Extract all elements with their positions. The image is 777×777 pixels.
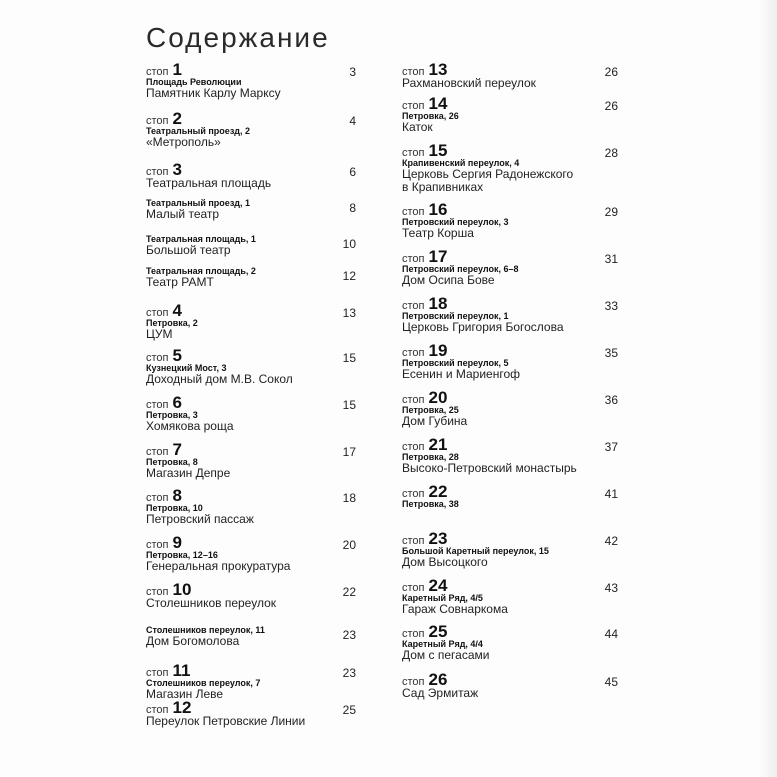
entry-address: Кузнецкий Мост, 3	[146, 363, 227, 373]
entry-address: Петровка, 25	[402, 405, 459, 415]
page-number: 45	[604, 675, 618, 689]
toc-entry	[146, 162, 356, 198]
toc-entry	[146, 266, 356, 303]
page-number: 15	[342, 398, 356, 412]
stop-heading	[402, 143, 618, 158]
entry-address: Крапивенский переулок, 4	[402, 158, 520, 168]
entry-title: Церковь Григория Богослова	[402, 320, 564, 334]
stop-label: стоп	[402, 300, 425, 312]
stop-number: 21	[428, 435, 448, 454]
stop-heading	[146, 582, 356, 597]
stop-number: 19	[428, 341, 448, 360]
stop-heading	[146, 62, 356, 77]
toc-entry	[146, 234, 356, 266]
stop-number: 14	[428, 94, 448, 113]
entry-title: Петровский пассаж	[146, 512, 254, 526]
stop-label: стоп	[146, 399, 169, 411]
stop-number: 17	[428, 247, 448, 266]
stop-label: стоп	[146, 307, 169, 319]
entry-title: Большой театр	[146, 243, 231, 257]
page-number: 13	[342, 306, 356, 320]
stop-heading	[402, 578, 618, 593]
stop-number: 6	[172, 393, 182, 412]
entry-title: Высоко-Петровский монастырь	[402, 461, 577, 475]
entry-title: Доходный дом М.В. Сокол	[146, 372, 293, 386]
entry-title: Каток	[402, 120, 433, 134]
page-number: 42	[604, 534, 618, 548]
stop-number: 26	[428, 670, 448, 689]
page-number: 26	[604, 99, 618, 113]
toc-entry	[146, 198, 356, 234]
stop-number: 10	[172, 580, 192, 599]
entry-title: Театр РАМТ	[146, 275, 214, 289]
entry-title: Магазин Депре	[146, 466, 231, 480]
stop-label: стоп	[146, 586, 169, 598]
entry-address: Петровский переулок, 1	[402, 311, 509, 321]
toc-entry	[146, 395, 356, 442]
stop-number: 2	[172, 109, 182, 128]
stop-label: стоп	[146, 66, 169, 78]
toc-entry	[146, 625, 356, 663]
page-number: 35	[604, 346, 618, 360]
stop-number: 11	[172, 661, 191, 680]
page-number: 18	[342, 491, 356, 505]
entry-address: Каретный Ряд, 4/4	[402, 639, 483, 649]
stop-number: 15	[428, 141, 448, 160]
toc-entry	[402, 672, 618, 720]
stop-label: стоп	[146, 115, 169, 127]
page-number: 23	[342, 666, 356, 680]
stop-heading	[402, 672, 618, 687]
stop-number: 3	[172, 160, 182, 179]
entry-address: Столешников переулок, 7	[146, 678, 261, 688]
stop-label: стоп	[402, 582, 425, 594]
stop-label: стоп	[146, 446, 169, 458]
page-number: 28	[604, 146, 618, 160]
entry-address: Каретный Ряд, 4/5	[402, 593, 483, 603]
page-number: 37	[604, 440, 618, 454]
toc-entry	[146, 348, 356, 395]
stop-number: 16	[428, 200, 448, 219]
entry-title: Дом Осипа Бове	[402, 273, 495, 287]
stop-heading	[402, 249, 618, 264]
stop-label: стоп	[402, 253, 425, 265]
stop-heading	[146, 488, 356, 503]
entry-title: Генеральная прокуратура	[146, 559, 291, 573]
stop-label: стоп	[402, 628, 425, 640]
page-number: 8	[349, 201, 356, 215]
toc-entry	[146, 663, 356, 700]
page-number: 31	[604, 252, 618, 266]
toc-entry	[146, 62, 356, 111]
stop-label: стоп	[146, 667, 169, 679]
stop-heading	[146, 348, 356, 363]
toc-entry	[402, 578, 618, 624]
stop-number: 20	[428, 388, 448, 407]
stop-heading	[146, 303, 356, 318]
stop-label: стоп	[402, 394, 425, 406]
toc-entry	[402, 296, 618, 343]
entry-address: Петровский переулок, 3	[402, 217, 509, 227]
page-title: Содержание	[146, 22, 330, 53]
page-number: 3	[349, 65, 356, 79]
stop-heading	[146, 162, 356, 177]
entry-address: Петровка, 12–16	[146, 550, 218, 560]
page-number: 33	[604, 299, 618, 313]
toc-entry	[146, 488, 356, 535]
entry-title: Театральная площадь	[146, 176, 272, 190]
toc-column-right	[402, 62, 618, 720]
page-number: 12	[342, 269, 356, 283]
stop-heading	[402, 296, 618, 311]
entry-address: Театральный проезд, 1	[146, 198, 251, 208]
stop-number: 22	[428, 482, 448, 501]
stop-heading	[402, 437, 618, 452]
stop-number: 23	[428, 529, 448, 548]
stop-number: 5	[172, 346, 182, 365]
entry-title-continued: в Крапивниках	[402, 180, 484, 194]
toc-entry	[146, 111, 356, 162]
stop-number: 24	[428, 576, 448, 595]
toc-entry	[402, 343, 618, 390]
toc-entry	[402, 484, 618, 531]
toc-entry	[402, 624, 618, 672]
page-number: 25	[342, 703, 356, 717]
entry-title: Дом Губина	[402, 414, 468, 428]
toc-entry	[402, 202, 618, 249]
stop-heading	[402, 531, 618, 546]
stop-heading	[402, 202, 618, 217]
entry-title: Есенин и Мариенгоф	[402, 367, 521, 381]
page-number: 43	[604, 581, 618, 595]
entry-title: Переулок Петровские Линии	[146, 714, 306, 728]
stop-number: 1	[172, 60, 182, 79]
stop-heading	[146, 535, 356, 550]
entry-title: Сад Эрмитаж	[402, 686, 479, 700]
stop-label: стоп	[402, 676, 425, 688]
entry-title: Дом Богомолова	[146, 634, 240, 648]
entry-address: Театральная площадь, 1	[146, 234, 256, 244]
stop-heading	[146, 111, 356, 126]
stop-heading	[146, 700, 356, 715]
page-number: 41	[604, 487, 618, 501]
entry-title: Рахмановский переулок	[402, 76, 536, 90]
toc-entry	[146, 700, 356, 748]
entry-address: Петровка, 28	[402, 452, 459, 462]
toc-entry	[402, 531, 618, 578]
toc-entry	[146, 582, 356, 625]
stop-label: стоп	[402, 488, 425, 500]
stop-label: стоп	[402, 441, 425, 453]
entry-address: Большой Каретный переулок, 15	[402, 546, 549, 556]
page-number: 26	[604, 65, 618, 79]
entry-title: Дом Высоцкого	[402, 555, 488, 569]
entry-address: Столешников переулок, 11	[146, 625, 265, 635]
entry-title: Магазин Леве	[146, 687, 224, 701]
entry-title: Церковь Сергия Радонежского	[402, 167, 574, 181]
stop-number: 12	[172, 698, 192, 717]
entry-title: «Метрополь»	[146, 135, 221, 149]
entry-address: Площадь Революции	[146, 77, 242, 87]
stop-heading	[402, 390, 618, 405]
toc-entry	[402, 62, 618, 96]
stop-number: 9	[172, 533, 182, 552]
toc-column-left	[146, 62, 356, 748]
page-number: 15	[342, 351, 356, 365]
entry-title: Малый театр	[146, 207, 220, 221]
entry-address: Петровка, 8	[146, 457, 198, 467]
stop-number: 13	[428, 60, 448, 79]
entry-address: Театральный проезд, 2	[146, 126, 251, 136]
toc-entry	[146, 535, 356, 582]
stop-label: стоп	[146, 492, 169, 504]
entry-title: Столешников переулок	[146, 596, 277, 610]
toc-entry	[146, 442, 356, 488]
page-number: 4	[349, 114, 356, 128]
page-number: 6	[349, 165, 356, 179]
page-number: 10	[342, 237, 356, 251]
entry-address: Петровский переулок, 6–8	[402, 264, 519, 274]
entry-title: Дом с пегасами	[402, 648, 490, 662]
stop-heading	[146, 663, 356, 678]
page-number: 36	[604, 393, 618, 407]
entry-title: Хомякова роща	[146, 419, 234, 433]
stop-label: стоп	[402, 66, 425, 78]
stop-label: стоп	[146, 352, 169, 364]
stop-heading	[402, 96, 618, 111]
stop-heading	[146, 395, 356, 410]
stop-number: 8	[172, 486, 182, 505]
stop-number: 7	[172, 440, 182, 459]
page-number: 22	[342, 585, 356, 599]
stop-label: стоп	[146, 166, 169, 178]
stop-heading	[402, 624, 618, 639]
toc-entry	[402, 96, 618, 143]
toc-entry	[402, 143, 618, 202]
stop-number: 18	[428, 294, 448, 313]
entry-title: Гараж Совнаркома	[402, 602, 508, 616]
entry-address: Петровский переулок, 5	[402, 358, 509, 368]
entry-title: ЦУМ	[146, 327, 173, 341]
stop-number: 25	[428, 622, 448, 641]
stop-heading	[402, 62, 618, 77]
stop-heading	[146, 442, 356, 457]
toc-entry	[402, 390, 618, 437]
stop-label: стоп	[402, 535, 425, 547]
entry-address: Петровка, 10	[146, 503, 203, 513]
stop-label: стоп	[402, 347, 425, 359]
page-number: 29	[604, 205, 618, 219]
stop-label: стоп	[146, 539, 169, 551]
stop-heading	[402, 343, 618, 358]
entry-address: Петровка, 26	[402, 111, 459, 121]
entry-address: Театральная площадь, 2	[146, 266, 256, 276]
stop-label: стоп	[402, 147, 425, 159]
page-number: 17	[342, 445, 356, 459]
toc-entry	[146, 303, 356, 348]
page-number: 44	[604, 627, 618, 641]
entry-address: Петровка, 38	[402, 499, 459, 509]
stop-number: 4	[172, 301, 182, 320]
page-number: 23	[342, 628, 356, 642]
stop-label: стоп	[146, 704, 169, 716]
entry-title: Театр Корша	[402, 226, 474, 240]
stop-heading	[402, 484, 618, 499]
toc-entry	[402, 437, 618, 484]
stop-label: стоп	[402, 206, 425, 218]
entry-address: Петровка, 3	[146, 410, 198, 420]
entry-address: Петровка, 2	[146, 318, 198, 328]
entry-title: Памятник Карлу Марксу	[146, 86, 281, 100]
page-number: 20	[342, 538, 356, 552]
toc-entry	[402, 249, 618, 296]
stop-label: стоп	[402, 100, 425, 112]
